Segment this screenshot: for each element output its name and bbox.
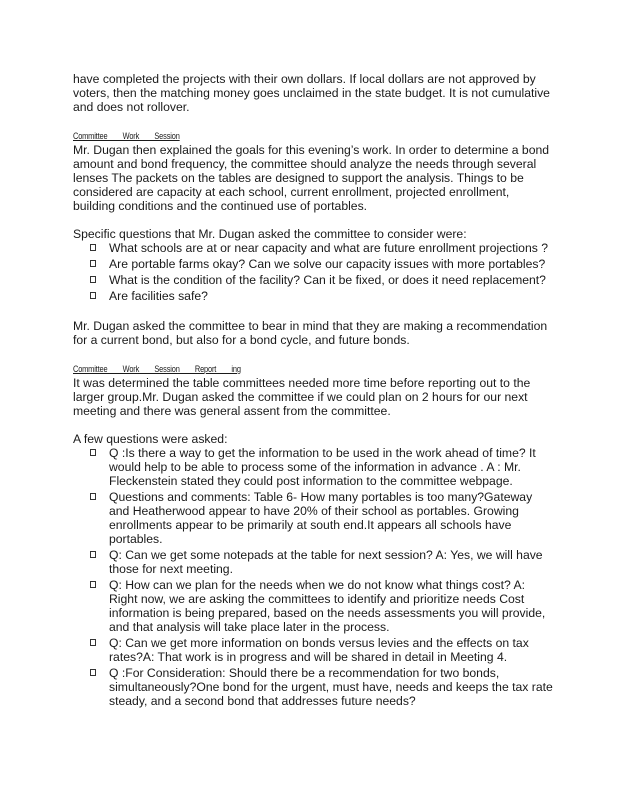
list-item: Q :For Consideration: Should there be a recommendation for two bonds, simultaneously?One bond for the urgent, must have, needs and keeps the tax rate steady, and a second bond that addresses future needs? [73,666,553,708]
list-item: Are portable farms okay? Can we solve our capacity issues with more portables? [73,257,553,271]
checkbox-bullet-icon [90,292,96,299]
checkbox-bullet-icon [90,276,96,283]
list-item: Q: Can we get some notepads at the table for next session? A: Yes, we will have those for next meeting. [73,548,553,576]
list-item: Questions and comments: Table 6- How many portables is too many?Gateway and Heatherwood appear to have 20% of their school as portables. Growing enrollments appear to be primarily at south end.It appears all schools have portables. [73,490,553,546]
checkbox-bullet-icon [90,244,96,251]
questions-intro: Specific questions that Mr. Dugan asked the committee to consider were: [73,227,467,241]
goals-paragraph: Mr. Dugan then explained the goals for this evening’s work. In order to determine a bond amount and bond frequency, the committee should analyze the needs through several lenses The packets on the tables are designed to support the analysis. Things to be considered are capacity at each school, current enrollment, projected enrollment, building conditions and the continued use of portables. [73,143,550,213]
asked-list [73,446,553,708]
section-heading-work-session: Committee Work Session [73,131,180,142]
reporting-paragraph: It was determined the table committees needed more time before reporting out to the larger group.Mr. Dugan asked the committee if we could plan on 2 hours for our next meeting and there was general assent from the committee. [73,376,531,418]
checkbox-bullet-icon [90,639,96,646]
list-item: What is the condition of the facility? Can it be fixed, or does it need replacement? [73,273,553,287]
checkbox-bullet-icon [90,260,96,267]
checkbox-bullet-icon [90,669,96,676]
checkbox-bullet-icon [90,449,96,456]
section-heading-work-session-reporting: Committee Work Session Report ing [73,364,241,375]
document-page [73,72,553,710]
bond-cycle-paragraph: Mr. Dugan asked the committee to bear in mind that they are making a recommendation for a current bond, but also for a bond cycle, and future bonds. [73,319,548,347]
list-item: Q :Is there a way to get the information to be used in the work ahead of time? It would help to be able to process some of the information in advance . A : Mr. Fleckenstein stated they could post information to the committee webpage. [73,446,553,488]
list-item: What schools are at or near capacity and what are future enrollment projections ? [73,241,553,255]
intro-paragraph: have completed the projects with their own dollars. If local dollars are not approved by voters, then the matching money goes unclaimed in the state budget. It is not cumulative and does not rollover. [73,72,550,114]
checkbox-bullet-icon [90,581,96,588]
list-item: Q: Can we get more information on bonds versus levies and the effects on tax rates?A: That work is in progress and will be shared in detail in Meeting 4. [73,636,553,664]
list-item: Are facilities safe? [73,289,553,303]
list-item: Q: How can we plan for the needs when we do not know what things cost? A: Right now, we are asking the committees to identify and prioritize needs Cost information is being prepared, based on the needs assessments you will provide, and that analysis will take place later in the process. [73,578,553,634]
questions-list [73,241,553,303]
asked-intro: A few questions were asked: [73,432,228,446]
checkbox-bullet-icon [90,551,96,558]
checkbox-bullet-icon [90,493,96,500]
